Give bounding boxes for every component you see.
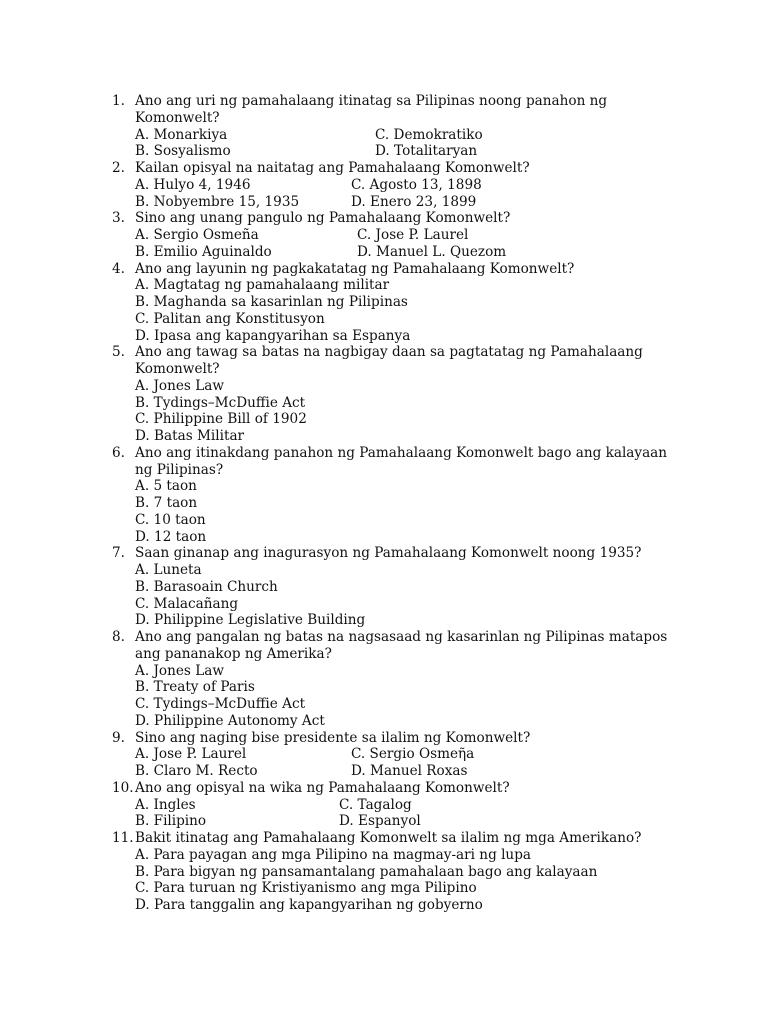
- answer-option: B. Nobyembre 15, 1935: [135, 193, 300, 210]
- answer-option: C. Demokratiko: [375, 126, 483, 143]
- answer-option: D. Espanyol: [339, 813, 421, 830]
- question-text: Ano ang layunin ng pagkakatatag ng Pamahalaang Komonwelt?: [135, 260, 575, 277]
- question-text: Ano ang uri ng pamahalaang itinatag sa Pilipinas noong panahon ng Komonwelt?: [135, 93, 608, 126]
- answer-option: A. Monarkiya: [135, 126, 228, 143]
- answer-options: [135, 177, 672, 211]
- answer-option: A. Jones Law: [135, 662, 224, 679]
- answer-option: A. 5 taon: [135, 478, 197, 495]
- answer-option: D. Ipasa ang kapangyarihan sa Espanya: [135, 327, 411, 344]
- answer-option: D. Philippine Autonomy Act: [135, 712, 325, 729]
- answer-option: C. 10 taon: [135, 511, 206, 528]
- answer-option: A. Magtatag ng pamahalaang militar: [135, 277, 390, 294]
- question-list: [112, 93, 672, 914]
- answer-option: A. Para payagan ang mga Pilipino na magmay-ari ng lupa: [135, 846, 531, 863]
- question-item: [112, 93, 672, 160]
- question-item: [112, 545, 672, 629]
- answer-option: C. Agosto 13, 1898: [351, 176, 482, 193]
- answer-option: C. Palitan ang Konstitusyon: [135, 310, 325, 327]
- question-number: 10.: [112, 779, 134, 796]
- question-item: [112, 261, 672, 345]
- answer-options: [135, 478, 672, 545]
- answer-option: A. Ingles: [135, 796, 196, 813]
- answer-option: C. Malacañang: [135, 595, 239, 612]
- answer-option: B. Maghanda sa kasarinlan ng Pilipinas: [135, 294, 408, 310]
- question-text: Bakit itinatag ang Pamahalaang Komonwelt sa ilalim ng mga Amerikano?: [135, 830, 642, 846]
- answer-option: D. Philippine Legislative Building: [135, 612, 366, 629]
- answer-option: D. Batas Militar: [135, 428, 245, 444]
- answer-option: C. Jose P. Laurel: [357, 227, 469, 243]
- answer-option: C. Philippine Bill of 1902: [135, 411, 307, 428]
- answer-option: B. Sosyalismo: [135, 143, 231, 160]
- question-number: 7.: [112, 545, 125, 562]
- answer-option: B. Claro M. Recto: [135, 763, 258, 779]
- question-text: Ano ang opisyal na wika ng Pamahalaang Komonwelt?: [135, 779, 510, 796]
- answer-options: [135, 797, 672, 831]
- question-number: 4.: [112, 260, 125, 277]
- question-item: [112, 780, 672, 830]
- answer-option: D. 12 taon: [135, 528, 207, 545]
- question-number: 9.: [112, 729, 125, 746]
- answer-option: D. Manuel L. Quezom: [357, 243, 507, 260]
- question-text: Ano ang pangalan ng batas na nagsasaad ng kasarinlan ng Pilipinas matapos ang pananakop ng Amerika?: [135, 629, 668, 662]
- question-text: Kailan opisyal na naitatag ang Pamahalaang Komonwelt?: [135, 160, 530, 176]
- question-number: 2.: [112, 160, 125, 176]
- question-item: [112, 830, 672, 914]
- answer-option: D. Enero 23, 1899: [351, 193, 477, 210]
- question-text: Sino ang naging bise presidente sa ilalim ng Komonwelt?: [135, 729, 531, 746]
- question-number: 3.: [112, 210, 125, 227]
- answer-option: A. Jones Law: [135, 377, 224, 394]
- answer-option: D. Manuel Roxas: [351, 763, 468, 779]
- answer-options: [135, 227, 672, 261]
- answer-options: [135, 663, 672, 730]
- answer-options: [135, 847, 672, 914]
- question-item: [112, 445, 672, 546]
- answer-option: B. Emilio Aguinaldo: [135, 243, 272, 260]
- answer-option: C. Para turuan ng Kristiyanismo ang mga Pilipino: [135, 880, 477, 897]
- answer-option: A. Sergio Osmeña: [135, 227, 259, 243]
- answer-option: B. Para bigyan ng pansamantalang pamahalaan bago ang kalayaan: [135, 863, 598, 880]
- answer-option: A. Luneta: [135, 562, 202, 578]
- answer-option: A. Hulyo 4, 1946: [135, 176, 251, 193]
- question-text: Ano ang itinakdang panahon ng Pamahalaang Komonwelt bago ang kalayaan ng Pilipinas?: [135, 444, 668, 478]
- answer-option: B. Treaty of Paris: [135, 679, 255, 696]
- question-item: [112, 730, 672, 780]
- answer-options: [135, 562, 672, 629]
- answer-options: [135, 378, 672, 445]
- answer-options: [135, 127, 672, 161]
- answer-option: A. Jose P. Laurel: [135, 746, 247, 763]
- answer-option: B. Filipino: [135, 813, 207, 830]
- question-item: [112, 160, 672, 210]
- question-item: [112, 629, 672, 730]
- question-number: 5.: [112, 344, 125, 361]
- question-number: 11.: [112, 830, 134, 846]
- question-item: [112, 210, 672, 260]
- answer-option: C. Tagalog: [339, 796, 412, 813]
- question-item: [112, 344, 672, 445]
- answer-option: B. 7 taon: [135, 495, 198, 511]
- question-text: Ano ang tawag sa batas na nagbigay daan sa pagtatatag ng Pamahalaang Komonwelt?: [135, 344, 643, 377]
- answer-option: C. Sergio Osmeῆa: [351, 746, 475, 763]
- question-number: 1.: [112, 93, 125, 109]
- question-number: 8.: [112, 629, 125, 645]
- answer-option: B. Tydings–McDuffie Act: [135, 394, 306, 411]
- answer-option: D. Totalitaryan: [375, 143, 478, 160]
- answer-options: [135, 277, 672, 344]
- question-text: Sino ang unang pangulo ng Pamahalaang Komonwelt?: [135, 210, 511, 227]
- answer-option: D. Para tanggalin ang kapangyarihan ng gobyerno: [135, 897, 483, 913]
- answer-option: C. Tydings–McDuffie Act: [135, 696, 306, 712]
- question-number: 6.: [112, 444, 125, 461]
- answer-options: [135, 746, 672, 780]
- answer-option: B. Barasoain Church: [135, 578, 278, 595]
- question-text: Saan ginanap ang inagurasyon ng Pamahalaang Komonwelt noong 1935?: [135, 545, 642, 562]
